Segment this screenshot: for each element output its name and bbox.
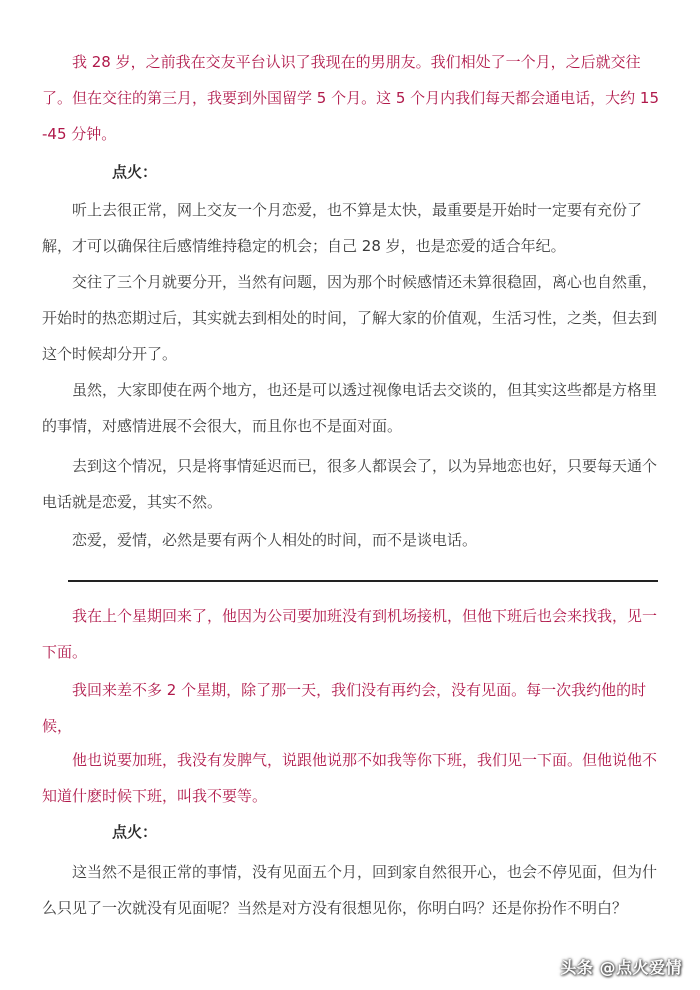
- reply-heading-1: 点火：: [112, 163, 158, 181]
- section-divider: [68, 580, 658, 582]
- reader-question-1: 我 28 岁，之前我在交友平台认识了我现在的男朋友。我们相处了一个月，之后就交往了。但在交往的第三月，我要到外国留学 5 个月。这 5 个月内我们每天都会通电话，大约 15-45 分钟。: [42, 53, 660, 143]
- reply-paragraph: 恋爱，爱情，必然是要有两个人相处的时间，而不是谈电话。: [72, 531, 478, 549]
- reply-paragraph: 去到这个情况，只是将事情延迟而已，很多人都误会了，以为异地恋也好，只要每天通个电话就是恋爱，其实不然。: [42, 457, 658, 511]
- reader-question-2: 我回来差不多 2 个星期，除了那一天，我们没有再约会，没有见面。每一次我约他的时候，: [42, 681, 647, 735]
- reply-paragraph: 这当然不是很正常的事情，没有见面五个月，回到家自然很开心，也会不停见面，但为什么只见了一次就没有见面呢？当然是对方没有很想见你，你明白吗？还是你扮作不明白？: [42, 863, 658, 917]
- reply-paragraph: 听上去很正常，网上交友一个月恋爱，也不算是太快，最重要是开始时一定要有充份了解，才可以确保往后感情维持稳定的机会；自己 28 岁，也是恋爱的适合年纪。: [42, 201, 643, 255]
- reader-question-2: 我在上个星期回来了，他因为公司要加班没有到机场接机，但他下班后也会来找我，见一下面。: [42, 607, 658, 661]
- source-watermark: 头条 @点火爱情: [560, 958, 682, 977]
- reader-question-2: 他也说要加班，我没有发脾气，说跟他说那不如我等你下班，我们见一下面。但他说他不知道什麽时候下班，叫我不要等。: [42, 751, 658, 805]
- reply-heading-2: 点火：: [112, 823, 158, 841]
- reply-paragraph: 虽然，大家即使在两个地方，也还是可以透过视像电话去交谈的，但其实这些都是方格里的事情，对感情进展不会很大，而且你也不是面对面。: [42, 381, 658, 435]
- reply-paragraph: 交往了三个月就要分开，当然有问题，因为那个时候感情还未算很稳固，离心也自然重，开始时的热恋期过后，其实就去到相处的时间，了解大家的价值观，生活习性，之类，但去到这个时候却分开了。: [42, 273, 658, 363]
